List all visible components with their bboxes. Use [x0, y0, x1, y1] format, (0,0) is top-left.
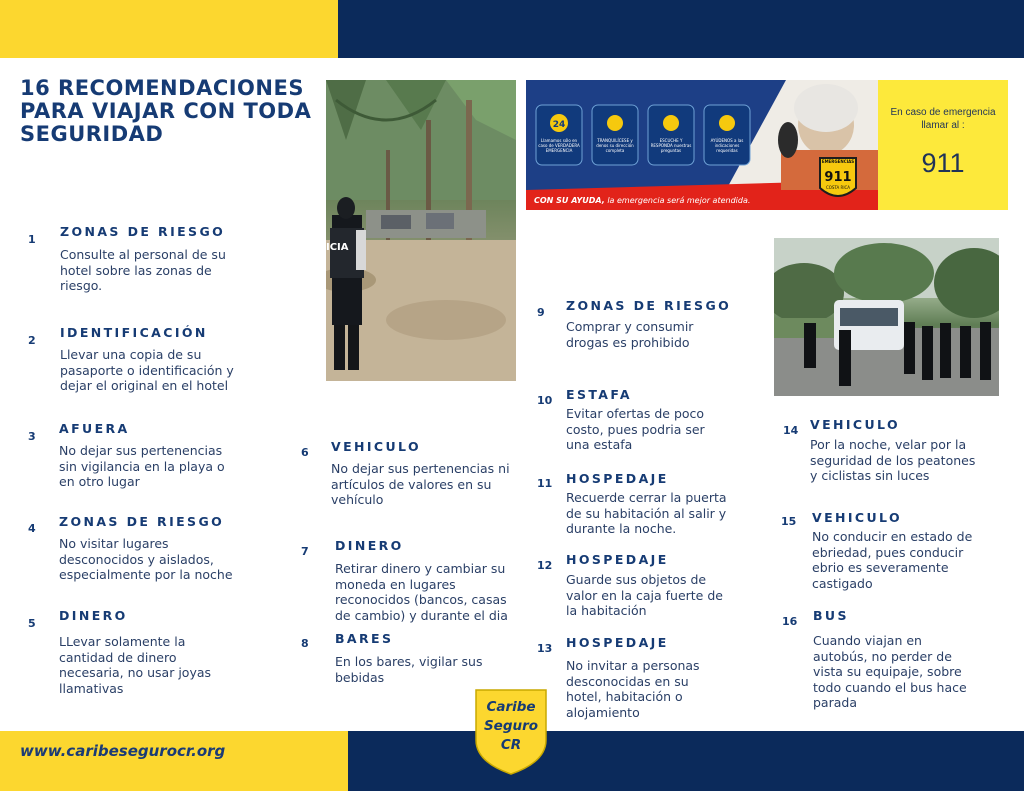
footer-navy-band — [348, 731, 1024, 791]
logo-line-1: Caribe — [486, 699, 536, 715]
item-text: Guarde sus objetos de valor en la caja fuerte de la habitación — [566, 572, 723, 618]
item-text: Comprar y consumir drogas es prohibido — [566, 319, 694, 350]
item-number: 1 — [28, 233, 36, 246]
step3-text: ESCUCHE Y RESPONDA nuestras preguntas — [650, 138, 692, 153]
item-title: VEHICULO — [331, 439, 421, 454]
item-number: 12 — [537, 559, 553, 572]
item-number: 10 — [537, 394, 553, 407]
item-number: 14 — [783, 424, 799, 437]
item-number: 3 — [28, 430, 36, 443]
item-text: Recuerde cerrar la puerta de su habitación al salir y durante la noche. — [566, 490, 727, 536]
emergency-call-box — [878, 80, 1008, 210]
item-title: ZONAS DE RIESGO — [60, 224, 226, 239]
step4-text: AYÚDENOS a las indicaciones requeridas — [710, 138, 744, 153]
item-number: 11 — [537, 477, 553, 490]
item-title: HOSPEDAJE — [566, 552, 669, 567]
item-number: 16 — [782, 615, 798, 628]
item-number: 4 — [28, 522, 36, 535]
emergency-number: 911 — [921, 148, 965, 178]
item-text: LLevar solamente la cantidad de dinero necesaria, no usar joyas llamativas — [59, 634, 212, 696]
item-title: ZONAS DE RIESGO — [566, 298, 732, 313]
shield-911: 911 — [824, 170, 852, 185]
item-number: 13 — [537, 642, 553, 655]
item-text: Llevar una copia de su pasaporte o identificación y dejar el original en el hotel — [60, 347, 234, 393]
item-title: HOSPEDAJE — [566, 635, 669, 650]
banner-footer: CON SU AYUDA, la emergencia será mejor atendida. — [534, 196, 751, 205]
header-navy-band — [338, 0, 1024, 58]
item-title: ZONAS DE RIESGO — [59, 514, 225, 529]
item-title: VEHICULO — [810, 417, 900, 432]
step1-number: 24 — [552, 120, 566, 130]
item-text: No dejar sus pertenencias sin vigilancia en la playa o en otro lugar — [59, 443, 225, 489]
item-title: DINERO — [335, 538, 404, 553]
item-text: No invitar a personas desconocidas en su hotel, habitación o alojamiento — [566, 658, 700, 720]
item-number: 2 — [28, 334, 36, 347]
item-title: AFUERA — [59, 421, 130, 436]
item-text: Cuando viajan en autobús, no perder de vista su equipaje, sobre todo cuando el bus hace parada — [813, 633, 967, 710]
emergency-911-banner — [526, 80, 878, 210]
item-title: ESTAFA — [566, 387, 632, 402]
shield-top-text: EMERGENCIAS — [821, 159, 855, 164]
footer-yellow-band — [0, 731, 348, 791]
item-text: En los bares, vigilar sus bebidas — [335, 654, 483, 685]
logo-line-2: Seguro — [483, 718, 539, 734]
item-title: HOSPEDAJE — [566, 471, 669, 486]
item-text: No visitar lugares desconocidos y aislados, especialmente por la noche — [59, 536, 233, 582]
item-title: BUS — [813, 608, 849, 623]
website-link[interactable]: www.caribesegurocr.org — [20, 742, 226, 760]
item-text: No conducir en estado de ebriedad, pues conducir ebrio es severamente castigado — [812, 529, 973, 591]
caribe-seguro-logo — [472, 688, 550, 776]
item-text: No dejar sus pertenencias ni artículos de valores en su vehículo — [331, 461, 510, 507]
emergency-text: En caso de emergencia llamar al : — [890, 107, 996, 131]
item-number: 8 — [301, 637, 309, 650]
item-number: 15 — [781, 515, 797, 528]
step2-text: TRANQUILÍCESE y denos su dirección completa — [596, 138, 634, 153]
item-number: 5 — [28, 617, 36, 630]
item-title: BARES — [335, 631, 394, 646]
item-title: IDENTIFICACIÓN — [60, 325, 208, 340]
step1-text: Llamamos sólo en caso de VERDADERA EMERGENCIA — [538, 138, 580, 153]
police-checkpoint-photo — [774, 238, 999, 396]
item-text: Evitar ofertas de poco costo, pues podria ser una estafa — [566, 406, 705, 452]
item-text: Por la noche, velar por la seguridad de los peatones y ciclistas sin luces — [810, 437, 976, 483]
item-text: Retirar dinero y cambiar su moneda en lugares reconocidos (bancos, casas de cambio) y durante el dia — [335, 561, 508, 623]
vest-text: ICIA — [326, 242, 349, 253]
item-text: Consulte al personal de su hotel sobre las zonas de riesgo. — [60, 247, 226, 293]
item-title: DINERO — [59, 608, 128, 623]
item-title: VEHICULO — [812, 510, 902, 525]
shield-bottom-text: COSTA RICA — [825, 185, 851, 190]
header-yellow-band — [0, 0, 338, 58]
item-number: 7 — [301, 545, 309, 558]
item-number: 6 — [301, 446, 309, 459]
page-title: 16 RECOMENDACIONES PARA VIAJAR CON TODA SEGURIDAD — [20, 76, 312, 146]
logo-line-3: CR — [500, 737, 522, 753]
item-number: 9 — [537, 306, 545, 319]
police-forest-photo — [326, 80, 516, 381]
